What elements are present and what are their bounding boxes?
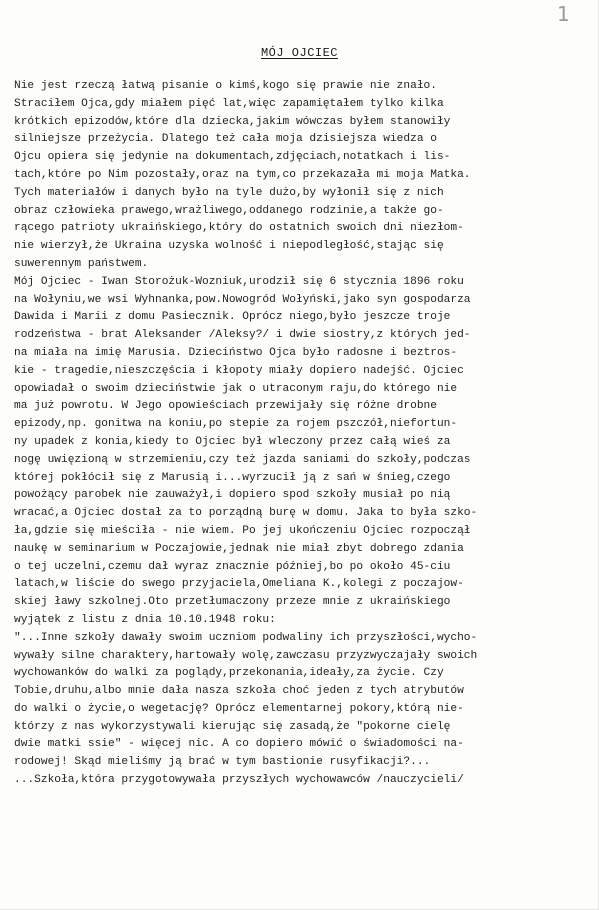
text-line: naukę w seminarium w Poczajowie,jednak nie miał zbyt dobrego zdania xyxy=(14,542,464,555)
text-line: ma już powrotu. W Jego opowieściach przewijały się różne drobne xyxy=(14,400,437,413)
text-line: o tej uczelni,czemu dał wyraz znacznie później,bo po około 45-ciu xyxy=(14,560,451,573)
text-line: Tobie,druhu,albo mnie dała nasza szkoła choć jeden z tych atrybutów xyxy=(14,685,464,698)
text-line: opowiadał o swoim dzieciństwie jak o utraconym raju,do którego nie xyxy=(14,382,458,395)
text-line: rodzeństwa - brat Aleksander /Aleksy?/ i dwie siostry,z których jed- xyxy=(14,329,471,342)
text-line: Tych materiałów i danych było na tyle dużo,by wyłonił się z nich xyxy=(14,186,444,199)
text-line: na miała na imię Marusia. Dzieciństwo Ojca było radosne i beztros- xyxy=(14,346,458,359)
page-number: 1 xyxy=(557,2,570,26)
document-body xyxy=(14,78,589,790)
text-line: suwerennym państwem. xyxy=(14,257,149,270)
text-line: "...Inne szkoły dawały swoim uczniom podwaliny ich przyszłości,wycho- xyxy=(14,631,478,644)
page-title xyxy=(0,46,599,60)
text-line: Ojcu opiera się jedynie na dokumentach,zdjęciach,notatkach i lis- xyxy=(14,151,451,164)
text-line: Nie jest rzeczą łatwą pisanie o kimś,kogo się prawie nie znało. xyxy=(14,80,437,92)
text-line: latach,w liście do swego przyjaciela,Omeliana K.,kolegi z poczajow- xyxy=(14,578,464,591)
text-line: której pokłócił się z Marusią i...wyrzucił ją z sań w śnieg,czego xyxy=(14,471,451,484)
page-title-text: MÓJ OJCIEC xyxy=(260,46,338,60)
text-line: rodowej! Skąd mieliśmy ją brać w tym bastionie rusyfikacji?... xyxy=(14,756,431,769)
text-line: ny upadek z konia,kiedy to Ojciec był wleczony przez całą wieś za xyxy=(14,435,451,448)
text-line: wyjątek z listu z dnia 10.10.1948 roku: xyxy=(14,613,276,626)
text-line: rącego patrioty ukraińskiego,który do ostatnich swoich dni niezłom- xyxy=(14,222,464,235)
text-line: wywały silne charaktery,hartowały wolę,zawczasu przyzwyczajały swoich xyxy=(14,649,478,662)
text-line: na Wołyniu,we wsi Wyhnanka,pow.Nowogród Wołyński,jako syn gospodarza xyxy=(14,293,471,306)
text-line: krótkich epizodów,które dla dziecka,jakim wówczas byłem stanowiły xyxy=(14,115,451,128)
text-line: tach,które po Nim pozostały,oraz na tym,co przekazała mi moja Matka. xyxy=(14,168,471,181)
text-line: ...Szkoła,która przygotowywała przyszłych wychowawców /nauczycieli/ xyxy=(14,774,464,787)
text-line: Dawida i Marii z domu Pasiecznik. Oprócz niego,było jeszcze troje xyxy=(14,311,451,324)
text-line: nie wierzył,że Ukraina uzyska wolność i niepodległość,stając się xyxy=(14,240,444,253)
text-line: nogę uwięzioną w strzemieniu,czy też jazda saniami do szkoły,podczas xyxy=(14,453,471,466)
text-line: skiej ławy szkolnej.Oto przetłumaczony przeze mnie z ukraińskiego xyxy=(14,596,451,609)
text-line: ła,gdzie się mieściła - nie wiem. Po jej ukończeniu Ojciec rozpoczął xyxy=(14,524,471,537)
text-line: powożący parobek nie zauważył,i dopiero spod szkoły musiał po nią xyxy=(14,489,451,502)
text-line: Mój Ojciec - Iwan Storożuk-Wozniuk,urodził się 6 stycznia 1896 roku xyxy=(14,275,464,288)
text-line: którzy z nas wykorzystywali kierując się zasadą,że "pokorne cielę xyxy=(14,720,451,733)
text-line: epizody,np. gonitwa na koniu,po stepie za rojem pszczół,niefortun- xyxy=(14,418,458,431)
text-line: wracać,a Ojciec dostał za to porządną burę w domu. Jaka to była szko- xyxy=(14,507,478,520)
text-line: silniejsze przeżycia. Dlatego też cała moja dzisiejsza wiedza o xyxy=(14,133,437,146)
text-line: kie - tragedie,nieszczęścia i kłopoty miały dopiero nadejść. Ojciec xyxy=(14,364,464,377)
text-line: wychowanków do walki za poglądy,przekonania,ideały,za życie. Czy xyxy=(14,667,444,680)
text-line: dwie matki ssie" - więcej nic. A co dopiero mówić o świadomości na- xyxy=(14,738,464,751)
text-line: do walki o życie,o wegetację? Oprócz elementarnej pokory,którą nie- xyxy=(14,702,464,715)
text-line: Straciłem Ojca,gdy miałem pięć lat,więc zapamiętałem tylko kilka xyxy=(14,97,444,110)
text-line: obraz człowieka prawego,wrażliwego,oddanego rodzinie,a także go- xyxy=(14,204,444,217)
